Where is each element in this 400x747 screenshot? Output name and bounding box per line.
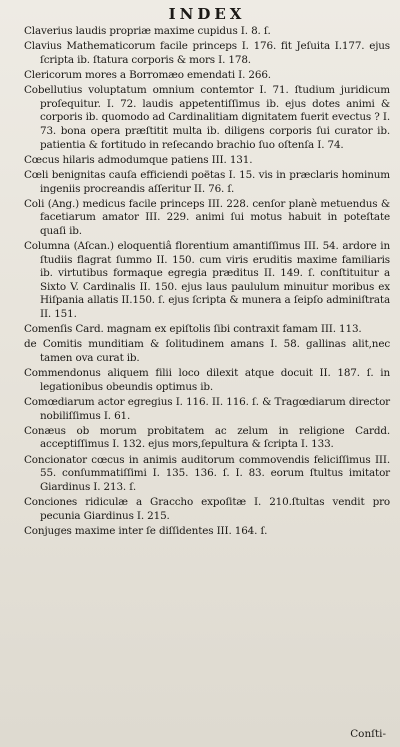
index-entry: Cœcus hilaris admodumque patiens III. 131. bbox=[24, 153, 253, 166]
index-entry: Cobellutius voluptatum omnium contemtor I. 71. ſtudium juridicum proſequitur. I. 72. laudis appetentiſſimus ib. ejus dotes animi & corporis ib. quomodo ad Cardinalitiam dignitatem fuerit evectus ? I. 73. bona opera præſtitit multa ib. diligens corporis ſui curator ib. patientia & fortitudo in reſecando brachio ſuo oſtenſa I. 74. bbox=[24, 84, 390, 151]
index-entry: Comenſis Card. magnam ex epiſtolis ſibi contraxit famam III. 113. bbox=[24, 323, 362, 336]
index-entry: Conciones ridiculæ a Graccho expoſitæ I. 210.ſtultas vendit pro pecunia Giardinus I. 215. bbox=[24, 495, 390, 522]
index-entry: Clericorum mores a Borromæo emendati I. 266. bbox=[24, 68, 271, 81]
index-entry: Concionator cœcus in animis auditorum commovendis feliciſſimus III. 55. conſummatiſſimi I. 135. 136. ſ. I. 83. eorum ſtultus imitator Giardinus I. 213. ſ. bbox=[24, 453, 390, 493]
index-entry: Clavius Mathematicorum facile princeps I. 176. fit Jeſuita I.177. ejus ſcripta ib. ſtatura corporis & mors I. 178. bbox=[24, 40, 390, 66]
index-entry: Coli (Ang.) medicus facile princeps III. 228. cenſor planè metuendus & facetiarum amator III. 229. animi ſui motus habuit in poteſtate quaſi ib. bbox=[24, 197, 390, 237]
index-entry: Commendonus aliquem filii loco dilexit atque docuit II. 187. ſ. in legationibus obeundis optimus ib. bbox=[24, 367, 390, 393]
catchword: Conſti- bbox=[350, 728, 386, 740]
index-entry: Comœdiarum actor egregius I. 116. II. 116. ſ. & Tragœdiarum director nobiliſſimus I. 61. bbox=[24, 395, 390, 422]
index-entry: Conæus ob morum probitatem ac zelum in religione Cardd. acceptiſſimus I. 132. ejus mors,ſepultura & ſcripta I. 133. bbox=[24, 424, 390, 451]
index-entry: Claverius laudis propriæ maxime cupidus I. 8. ſ. bbox=[24, 25, 271, 37]
index-entries bbox=[24, 25, 390, 538]
index-entry: de Comitis munditiam & ſolitudinem amans I. 58. gallinas alit,nec tamen ova curat ib. bbox=[24, 338, 390, 364]
index-entry: Columna (Aſcan.) eloquentiâ florentium amantiſſimus III. 54. ardore in ſtudiis flagrat ſummo II. 150. cum viris eruditis maxime familiaris ib. virtutibus formaque egregia præditus II. 149. ſ. conſtituitur a Sixto V. Cardinalis II. 150. ejus laus paululum minuitur moribus ex Hiſpania allatis II.150. ſ. ejus ſcripta & munera a ſeipſo adminiſtrata II. 151. bbox=[24, 240, 390, 321]
index-entry: Conjuges maxime inter ſe diſſidentes III. 164. ſ. bbox=[24, 524, 268, 537]
page-title: INDEX bbox=[168, 5, 246, 23]
index-entry: Cœli benignitas cauſa efficiendi poëtas I. 15. vis in præclaris hominum ingeniis procreandis aſſeritur II. 76. ſ. bbox=[24, 168, 390, 195]
